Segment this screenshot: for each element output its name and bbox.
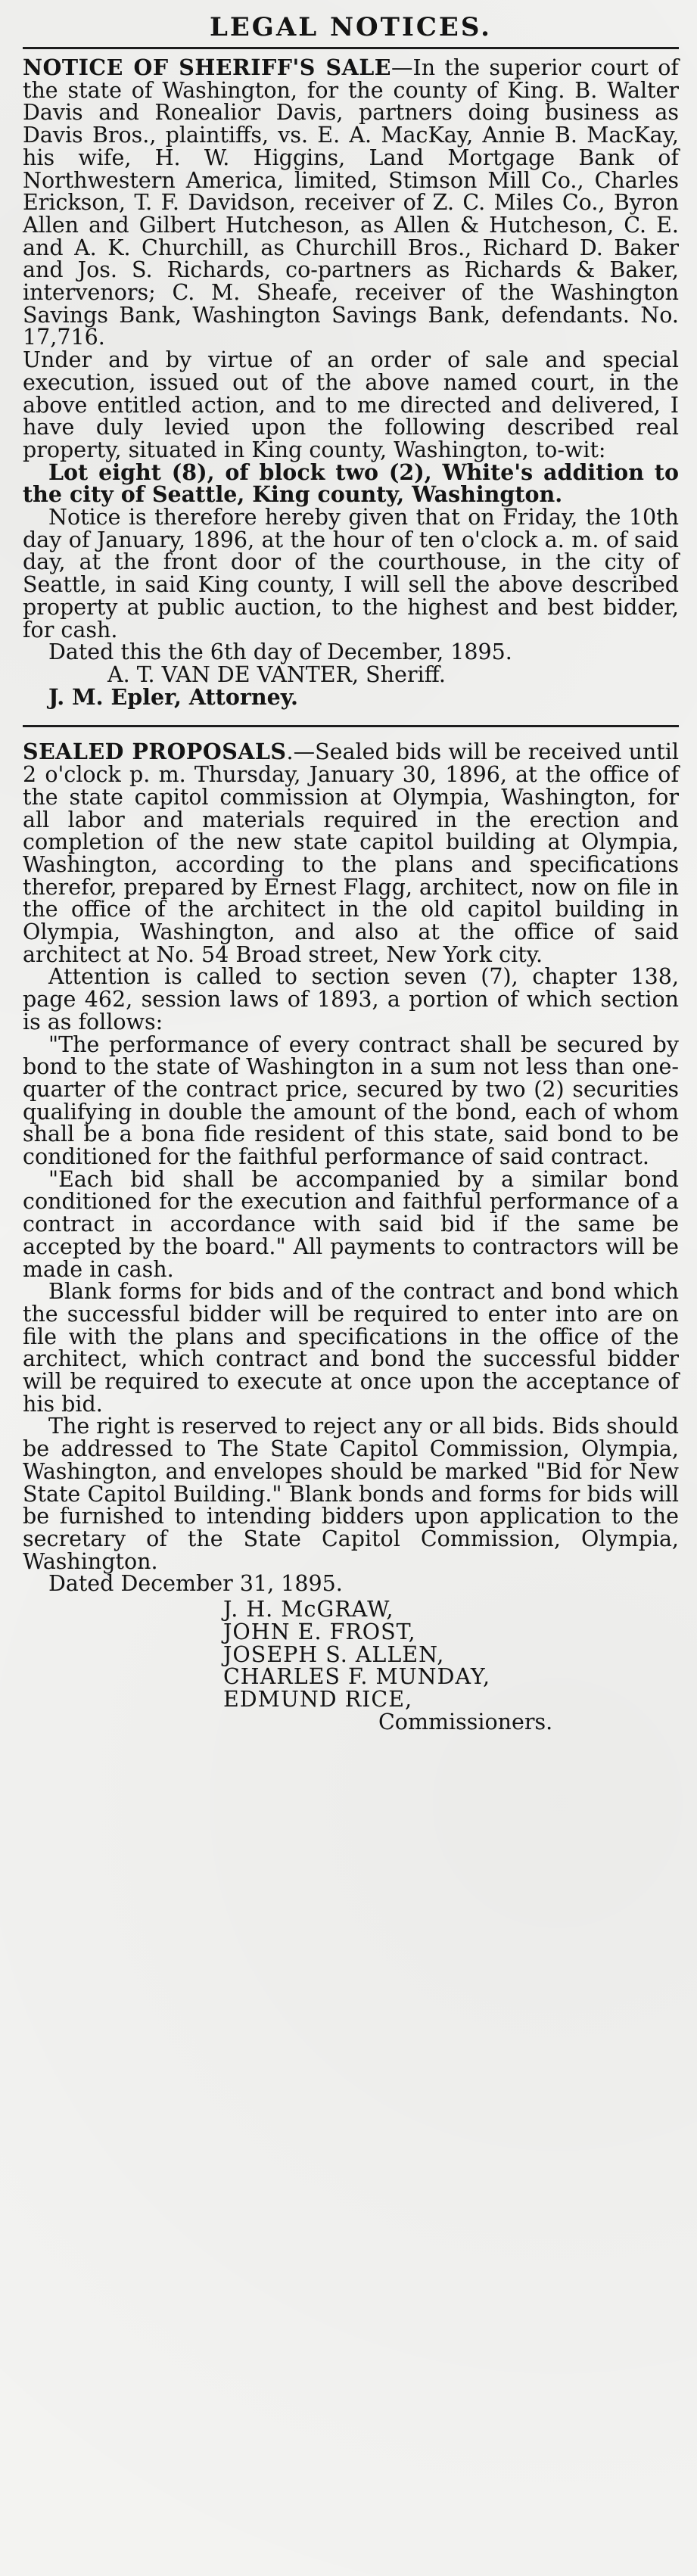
commissioners-title: Commissioners. <box>378 1709 553 1734</box>
masthead: LEGAL NOTICES. <box>209 12 493 42</box>
proposals-dated: Dated December 31, 1895. <box>48 1571 343 1597</box>
sheriff-sale-order-paragraph: Under and by virtue of an order of sale and special execution, issued out of the above named court, in the above entitled action, and to me directed and delivered, I have duly levied upon the following described real property, situated in King county, Washington, to-wit: <box>23 347 679 462</box>
proposals-intro-paragraph <box>23 741 679 966</box>
proposals-headline: SEALED PROPOSALS <box>23 739 287 765</box>
sheriff-sale-caption-text: —In the superior court of the state of Washington, for the county of King. B. Walter Davis and Ronealior Davis, partners doing business as Davis Bros., plaintiffs, vs. E. A. MacKay, Annie B. MacKay, his wife, H. W. Higgins, Land Mortgage Bank of Northwestern America, limited, Stimson Mill Co., Charles Erickson, T. F. Davidson, receiver of Z. C. Miles Co., Byron Allen and Gilbert Hutcheson, as Allen & Hutcheson, C. E. and A. K. Churchill, as Churchill Bros., Richard D. Baker and Jos. S. Richards, co-partners as Richards & Baker, intervenors; C. M. Sheafe, receiver of the Washington Savings Bank, Washington Savings Bank, defendants. No. 17,716. <box>23 55 679 350</box>
proposals-quote-paragraph-1: "The performance of every contract shall be secured by bond to the state of Washington in a sum not less than one-quarter of the contract price, secured by two (2) securities qualifying in double the amount of the bond, each of whom shall be a bona fide resident of this state, said bond to be conditioned for the faithful performance of said contract. <box>23 1031 679 1170</box>
commissioner-name: J. H. McGRAW, <box>223 1597 394 1622</box>
proposals-forms-paragraph: Blank forms for bids and of the contract and bond which the successful bidder will be required to enter into are on file with the plans and specifications in the office of the architect, which contract and bond the successful bidder will be required to execute at once upon the acceptance of his bid. <box>23 1279 679 1417</box>
masthead-rule <box>23 47 679 49</box>
commissioner-name: EDMUND RICE, <box>223 1686 413 1712</box>
proposals-right-paragraph: The right is reserved to reject any or all bids. Bids should be addressed to The State Capitol Commission, Olympia, Washington, and envelopes should be marked "Bid for New State Capitol Building." Blank bonds and forms for bids will be furnished to intending bidders upon application to the secretary of the State Capitol Commission, Olympia, Washington. <box>23 1414 679 1574</box>
sheriff-sale-notice-paragraph: Notice is therefore hereby given that on Friday, the 10th day of January, 1896, at the hour of ten o'clock a. m. of said day, at the front door of the courthouse, in the city of Seattle, in said King county, I will sell the above described property at public auction, to the highest and best bidder, for cash. <box>23 505 679 642</box>
proposals-quote-paragraph-2: "Each bid shall be accompanied by a similar bond conditioned for the execution and faithful performance of a contract in accordance with said bid if the same be accepted by the board." All payments to contractors will be made in cash. <box>23 1166 679 1282</box>
commissioner-name: JOSEPH S. ALLEN, <box>223 1641 445 1667</box>
commissioner-name: CHARLES F. MUNDAY, <box>223 1664 491 1690</box>
sheriff-sale-lot-paragraph: Lot eight (8), of block two (2), White's addition to the city of Seattle, King county, Washington. <box>23 459 679 508</box>
sheriff-sale-dated: Dated this the 6th day of December, 1895. <box>48 639 512 665</box>
sheriff-sale-caption <box>23 54 679 350</box>
attorney-signature: J. M. Epler, Attorney. <box>48 683 298 710</box>
sheriff-sale-notice <box>23 54 679 710</box>
proposals-intro-text: .—Sealed bids will be received until 2 o'clock p. m. Thursday, January 30, 1896, at the office of the state capitol commission at Olympia, Washington, for all labor and materials required in the erection and completion of the new state capitol building at Olympia, Washington, according to the plans and specifications therefor, prepared by Ernest Flagg, architect, now on file in the office of the architect in the old capitol building in Olympia, Washington, and also at the office of said architect at No. 54 Broad street, New York city. <box>23 739 679 967</box>
commissioner-name: JOHN E. FROST, <box>223 1619 416 1644</box>
sheriff-signature: A. T. VAN DE VANTER, Sheriff. <box>107 661 446 687</box>
proposals-attention-paragraph: Attention is called to section seven (7), chapter 138, page 462, session laws of 1893, a portion of which section is as follows: <box>23 964 679 1034</box>
sealed-proposals-notice <box>23 741 679 1733</box>
commissioners-signature-block <box>23 1598 679 1733</box>
sheriff-sale-headline: NOTICE OF SHERIFF'S SALE <box>23 54 391 80</box>
notice-divider <box>23 725 679 727</box>
